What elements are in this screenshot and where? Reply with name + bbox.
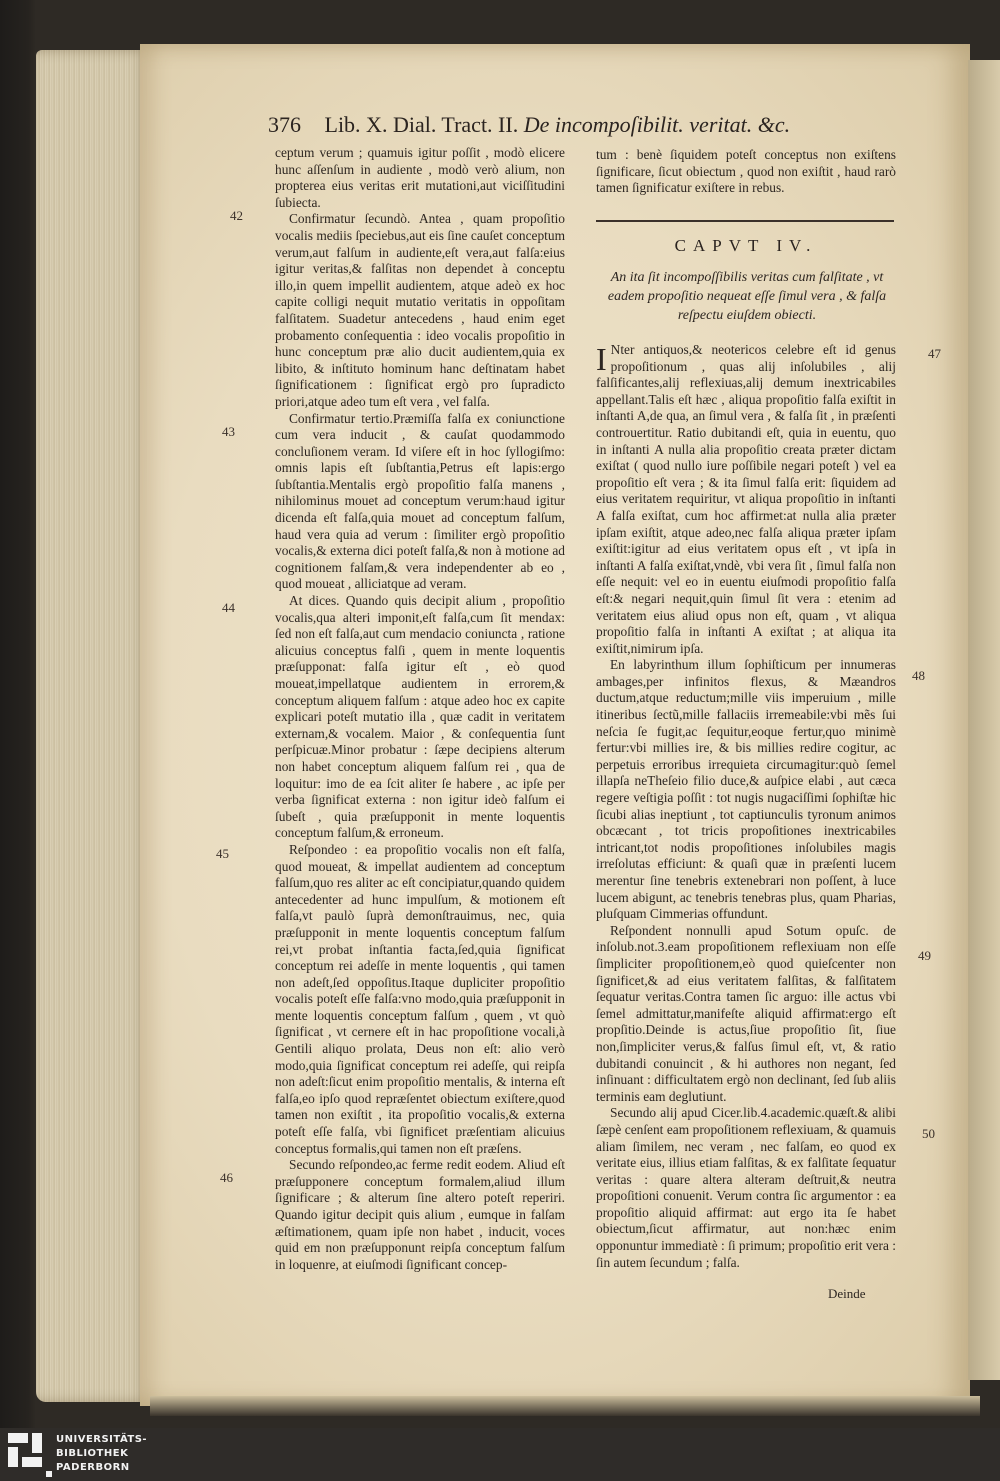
book-section: Lib. X. Dial. Tract. II. <box>324 112 519 137</box>
paragraph-50: Secundo alij apud Cicer.lib.4.academic.quæſt.& alibi ſæpè cenſent eam propoſitionem reflexiuam, & quamuis aliam ſimilem, nec veram , nec falſam, eo quod ex veritate eius, illius etiam falſitas, & ex falſitate ſequatur veritas : quare altera alteram deſtruit,& neutra propoſitioni conuenit. Verum contra ſic argumentor : ea propoſitio aliquid affirmat: aut ergo ita ſe habet obiectum,ſicut affirmatur, aut non:hæc enim opponuntur immediatè : ſi primum; propoſitio erit vera : ſin autem ſecundum ; falſa. <box>596 1105 896 1270</box>
drop-cap: I <box>596 341 607 377</box>
paragraph-number-46: 46 <box>220 1170 233 1185</box>
running-head <box>268 112 918 144</box>
library-name-line-1: UNIVERSITÄTS- <box>56 1434 148 1445</box>
section-rule <box>596 220 894 222</box>
chapter-summary: An ita ſit incompoſſibilis veritas cum falſitate , vt eadem propoſitio nequeat eſſe ſimul vera , & falſa reſpectu eiuſdem obiecti. <box>607 270 887 323</box>
paragraph-number-42: 42 <box>230 208 243 223</box>
paragraph-47-text: Nter antiquos,& neotericos celebre eſt id genus propoſitionum , quas alij inſolubiles , alij falſificantes,alij reflexiuas,alij demum inextricabiles appellant.Talis eſt hæc , aliqua propoſitio falſa exiſtit in inſtanti A,de qua, an ſimul vera , & falſa ſit , in præſenti controuertitur. Ratio dubitandi eſt, quia in euentu, quo in inſtanti A nulla alia propoſitio creata præter dictam exiſtat ( quod nullo iure poſſibile negari poteſt ) vel ea propoſitio eſt vera ; & ita ſimul falſa erit: ſiquidem ad eius veritatem requiritur, vt aliqua propoſitio in inſtanti A falſa exiſtat, cum hoc affirmet:at nulla alia præter ipſam exiſtit, atque adeo,nec falſa aliqua præter ipſam exiſtit:igitur ad eius veritatem opus eſt , vt ipſa in inſtanti A falſa exiſtat,vndè, vbi vera ſit , ſimul falſa non eſſe nequit: vel eo in euentu eiuſmodi propoſitio falſa eſt:& negari nequit,quin ſimul ſit vera : etenim ad veritatem eius aliud opus non eſt, quam , vt aliqua propoſitio falſa in inſtanti A exiſtat ; at aliqua ita exiſtit,nimirum ipſa. <box>596 342 896 656</box>
right-column-top <box>596 147 896 197</box>
right-text-column <box>596 342 896 1271</box>
paragraph-43: Confirmatur tertio.Præmiſſa falſa ex coniunctione cum vera inducit , & cauſat quodammodo concluſionem veram. Id viſere eſt in hoc ſyllogiſmo: omnis lapis eſt ſubſtantia,Petrus eſt lapis:ergo ſubſtantia.Mentalis ergò propoſitio falſa manens , nihilominus mouet ad conceptum verum:haud igitur dicenda eſt falſa,quia mouet ad conceptum falſum, haud vera quia ad verum : ſimiliter ergò propoſitio vocalis,& externa dici poteſt falſa,& non à motione ad cognitionem falſam,& vera independenter ab eo , quod moueat , alliciatque ad veram. <box>275 410 565 592</box>
page-number: 376 <box>268 112 301 137</box>
library-name <box>56 1433 216 1475</box>
paragraph-46: Secundo reſpondeo,ac ferme redit eodem. Aliud eſt præſupponere conceptum formalem,aliud illum ſignificare ; & alterum ſine altero poteſt reperiri. Quando igitur decipit quis alium , eumque in falſam æſtimationem, quam ipſe non habet , inducit, voces quid em non præſupponunt reipſa conceptum falſum in loquenre, at eiuſmodi ſignificant concep- <box>275 1157 565 1272</box>
paragraph-47 <box>596 342 896 657</box>
chapter-heading: CAPVT IV. <box>674 236 818 255</box>
paragraph-number-47: 47 <box>928 346 941 361</box>
paragraph-49: Reſpondent nonnulli apud Sotum opuſc. de inſolub.not.3.eam propoſitionem reflexiuam non eſſe ſimpliciter propoſitionem,eò quod quieſcenter non ſignificet,& ad eius veritatem falſitas, & falſitatem ſequatur veritas.Contra tamen ſic arguo: ille actus vbi ſemel admittatur,manifeſte aliquid affirmat:ergo eſt propſitio.Deinde is actus,ſiue propoſitio ſit, ſiue non,ſimpliciter verus,& falſus ſimul eſt, vt, & ratio dubitandi conuincit , & hi authores non negant, ſed inſinuant : difficultatem ergò non declinant, ſed ſub aliis terminis eam deglutiunt. <box>596 922 896 1104</box>
left-text-column <box>275 145 565 1273</box>
library-logo-icon <box>8 1433 52 1477</box>
paragraph-number-44: 44 <box>222 600 235 615</box>
facing-page-edge <box>968 60 1000 1380</box>
paragraph-44: At dices. Quando quis decipit alium , propoſitio vocalis,qua alteri imponit,eſt falſa,cum ſit mendax: ſed non eſt falſa,aut cum mendacio coniuncta , ratione alicuius conceptus falſi , quem in mente loquentis præſupponat: falſa igitur eſt , eò quod moueat,impellatque audientem in errorem,& conceptum aliquem falſum : atque adeo hoc ex capite explicari poteſt mutatio illa , quæ cadit in veritatem externam,& vocalem. Maior , & conſequentia ſunt perſpicuæ.Minor probatur : ſæpe decipiens alterum non habet conceptum aliquem falſum rei , qua de loquitur: imo de ea ſcit aliter ſe habere , ac ipſe per verba ſignificat externa : non igitur ideò falſum ei ſubeſt , quia præſupponit in mente loquentis conceptum falſum,& erroneum. <box>275 593 565 841</box>
paragraph-continuation-right: tum : benè ſiquidem poteſt conceptus non exiſtens ſignificare, ſicut obiectum , quod non exiſtit , haud rarò tamen ſignificatur exiſtere in rebus. <box>596 147 896 196</box>
running-title: De incompoſibilit. veritat. &c. <box>523 112 791 137</box>
paragraph-number-50: 50 <box>922 1126 935 1141</box>
paragraph-number-49: 49 <box>918 948 931 963</box>
catchword: Deinde <box>828 1286 866 1301</box>
paragraph-45: Reſpondeo : ea propoſitio vocalis non eſt falſa, quod moueat, & impellat audientem ad conceptum falſum,quo res aliter ac eſt concipiatur,quando quidem antecedenter ad hunc impulſum, & motionem eſt falſa,vt paulò ſuprà demonſtrauimus, nec, quia præſupponit in mente loquentis conceptum falſum rei,vt probat inſtantia facta,ſed,quia ſignificat conceptum rei adeſſe in mente loquentis , qui tamen non adeſt,ſed oppoſitus.Itaque dupliciter propoſitio vocalis poteſt eſſe falſa:vno modo,quia præſupponit in mente loquentis conceptum falſum , quem , vt quò ſignificat , vt cernere eſt in hac propoſitione vocali,à Gentili aliquo prolata, Deus non eſt: alio verò modo,quia ſignificat conceptum rei adeſſe, qui reipſa non adeſt:ſicut enim propoſitio mentalis, & interna eſt falſa,eo ipſo quod repræſentet obiectum exiſtere,quod tamen non exiſtit , ita propoſitio vocalis,& externa poteſt eſſe falſa, vbi ſignificet præſentiam alicuius conceptus formalis,qui tamen non eſt præſens. <box>275 841 565 1156</box>
library-name-line-3: PADERBORN <box>56 1462 130 1473</box>
library-name-line-2: BIBLIOTHEK <box>56 1448 129 1459</box>
paragraph-continuation: ceptum verum ; quamuis igitur poſſit , modò elicere hunc aſſenſum in audiente , modò verò alium, non propterea eius veritas erit mutationi,aut viciſſitudini ſubiecta. <box>275 145 565 210</box>
paragraph-48: En labyrinthum illum ſophiſticum per innumeras ambages,per infinitos flexus, & Mæandros ductum,atque reductum;mille viis imperuium , mille itineribus ſectũ,mille fallaciis irremeabile:vbi mẽs ſui neſcia ſe fugit,ac ſequitur,eoque fertur,quo minimè fertur:vbi millies ire, & bis millies redire cogitur, ac perpetuis erroribus irrequieta circumagitur:quò ſemel illapſa neTheſeio filio duce,& auſpice elabi , aut cæca regere veſtigia poſſit : tot nugis nugaciſſimi ſophiſtæ hic ſicubi alias ineptiunt , tot captiunculis tyronum animos obcæcant , tot tricis propoſitiones inextricabiles intricant,tot nodis propoſitiones inſolubiles magis irreſolutas efficiunt: & quaſi quæ in præſenti lucem merentur ſine tenebris extenebrari non poſſent, à luce lucem abigunt, ac tenebris tenebras plus, quam Pharias, pluſquam Cimmerias offundunt. <box>596 657 896 922</box>
book-page-edges <box>36 50 148 1402</box>
paragraph-number-48: 48 <box>912 668 925 683</box>
paragraph-number-45: 45 <box>216 846 229 861</box>
paragraph-number-43: 43 <box>222 424 235 439</box>
page-bottom-shadow <box>150 1396 980 1416</box>
paragraph-42: Confirmatur ſecundò. Antea , quam propoſitio vocalis mediis ſpeciebus,aut eis ſine cauſet conceptum verum,aut falſum in audiente,eſt vera,aut falſa:eius igitur veritas,& falſitas non dependet à conceptu illo,in quem impellit audientem, atque adeò ex hoc capite colligi nequit mutatio veritatis in oppoſitam falſitatem. Suadetur antecedens , haud enim eget probamento conſequentia : ideo vocalis propoſitio in hunc conceptum præ alio ducit audientem,quia ex libito, & inſtituto hominum hanc deſtinatam habet ſignificationem : ſignificat ergò pro ſupradicto priori,atque adeo tum eſt vera , vel falſa. <box>275 211 565 409</box>
